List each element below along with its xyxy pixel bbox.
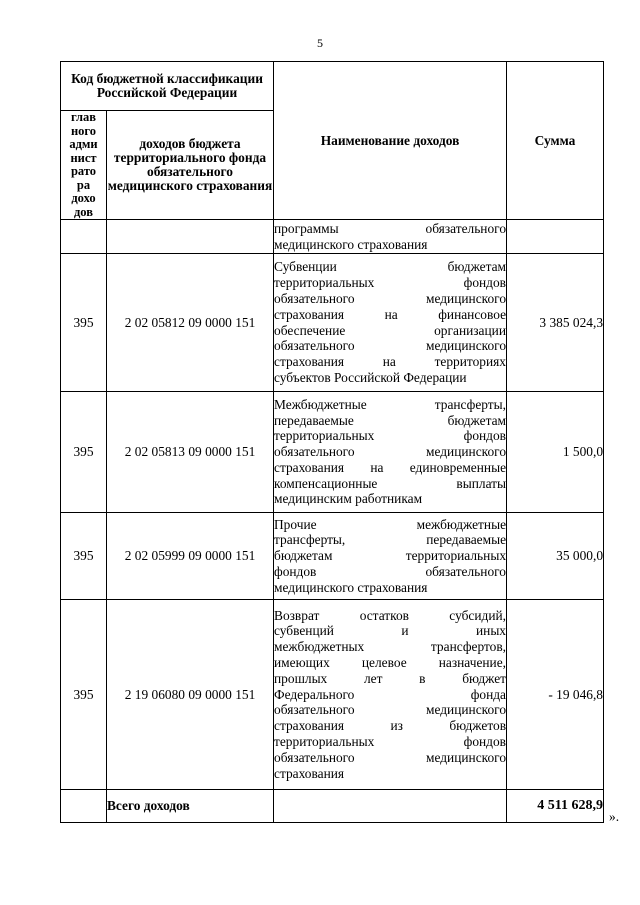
header-sum: Сумма [507, 62, 604, 220]
revenue-name-line: программы обязательного [274, 220, 507, 236]
header-row-group [61, 62, 604, 111]
revenue-name-line: страхования на территориях [274, 354, 507, 370]
admin-code-cell: 395 [61, 513, 107, 600]
revenue-name-line: обеспечение организации [274, 322, 507, 338]
admin-code-cell [61, 220, 107, 254]
sum-cell [507, 220, 604, 254]
total-label: Всего доходов [107, 790, 274, 823]
revenue-name-line: обязательного медицинского [274, 749, 507, 765]
revenue-name-line: обязательного медицинского [274, 338, 507, 354]
classification-code-cell: 2 02 05999 09 0000 151 [107, 513, 274, 600]
revenue-table [60, 61, 604, 823]
header-revenue-code: доходов бюджета территориального фонда обязательного медицинского страхования [107, 111, 274, 220]
sum-cell: 3 385 024,3 [507, 254, 604, 392]
total-name-cell [274, 790, 507, 823]
header-admin-fragment: адми [69, 137, 98, 151]
admin-code-cell: 395 [61, 392, 107, 513]
total-sum: 4 511 628,9 [507, 790, 604, 823]
header-admin-fragment: глав [70, 110, 97, 124]
sum-cell: 35 000,0 [507, 513, 604, 600]
page-number: 5 [317, 36, 323, 50]
revenue-name-line: страхования на единовременные [274, 459, 507, 475]
revenue-name-line: фондов обязательного [274, 563, 507, 579]
table-row [61, 600, 604, 790]
header-admin-fragment: дов [73, 204, 93, 219]
header-admin-fragment: нист [70, 150, 97, 165]
revenue-name-line: медицинским работникам [274, 491, 423, 507]
header-admin-fragment: рато [70, 164, 97, 178]
sum-cell: - 19 046,8 [507, 600, 604, 790]
revenue-name-line: Федерального фонда [274, 686, 507, 702]
closing-quote-mark: ». [609, 809, 620, 824]
admin-code-cell: 395 [61, 600, 107, 790]
revenue-name-line: межбюджетных трансфертов, [274, 639, 507, 655]
header-revenue-name: Наименование доходов [274, 62, 507, 220]
revenue-name-line: страхования на финансовое [274, 306, 507, 322]
total-admin-cell [61, 790, 107, 823]
revenue-name-line: Возврат остатков субсидий, [274, 607, 507, 623]
revenue-name-cell [274, 254, 507, 392]
revenue-name-line: Субвенции бюджетам [274, 259, 507, 275]
revenue-name-cell [274, 513, 507, 600]
revenue-name-line: страхования из бюджетов [274, 718, 507, 734]
revenue-name-line: медицинского страхования [274, 579, 428, 595]
sum-cell: 1 500,0 [507, 392, 604, 513]
revenue-name-line: трансферты, передаваемые [274, 532, 507, 548]
revenue-name-line: Межбюджетные трансферты, [274, 396, 507, 412]
revenue-name-line: бюджетам территориальных [274, 548, 507, 564]
header-admin-fragment: дохо [71, 191, 96, 205]
revenue-name-line: компенсационные выплаты [274, 475, 507, 491]
revenue-name-line: обязательного медицинского [274, 702, 507, 718]
revenue-name-cell [274, 392, 507, 513]
revenue-name-cell [274, 600, 507, 790]
classification-code-cell: 2 02 05813 09 0000 151 [107, 392, 274, 513]
revenue-name-line: медицинского страхования [274, 236, 428, 252]
admin-code-cell: 395 [61, 254, 107, 392]
revenue-name-line: субвенций и иных [274, 623, 507, 639]
revenue-name-line: страхования [274, 765, 345, 781]
revenue-name-line: передаваемые бюджетам [274, 412, 507, 428]
revenue-name-line: территориальных фондов [274, 428, 507, 444]
revenue-name-line: обязательного медицинского [274, 290, 507, 306]
revenue-name-line: прошлых лет в бюджет [274, 670, 507, 686]
table-row [61, 513, 604, 600]
revenue-name-cell [274, 220, 507, 254]
revenue-name-line: имеющих целевое назначение, [274, 655, 507, 670]
table-row [61, 254, 604, 392]
revenue-name-line: обязательного медицинского [274, 444, 507, 460]
total-row [61, 790, 604, 823]
classification-code-cell [107, 220, 274, 254]
header-budget-classification: Код бюджетной классификации Российской Федерации [61, 62, 274, 111]
classification-code-cell: 2 19 06080 09 0000 151 [107, 600, 274, 790]
revenue-name-line: субъектов Российской Федерации [274, 369, 467, 385]
revenue-name-line: территориальных фондов [274, 733, 507, 749]
classification-code-cell: 2 02 05812 09 0000 151 [107, 254, 274, 392]
revenue-name-line: Прочие межбюджетные [274, 516, 507, 532]
table-row [61, 392, 604, 513]
table-row [61, 220, 604, 254]
header-admin-fragment: ра [76, 177, 91, 192]
header-admin-fragment: ного [70, 123, 97, 138]
revenue-name-line: территориальных фондов [274, 275, 507, 291]
header-chief-administrator [61, 111, 107, 220]
